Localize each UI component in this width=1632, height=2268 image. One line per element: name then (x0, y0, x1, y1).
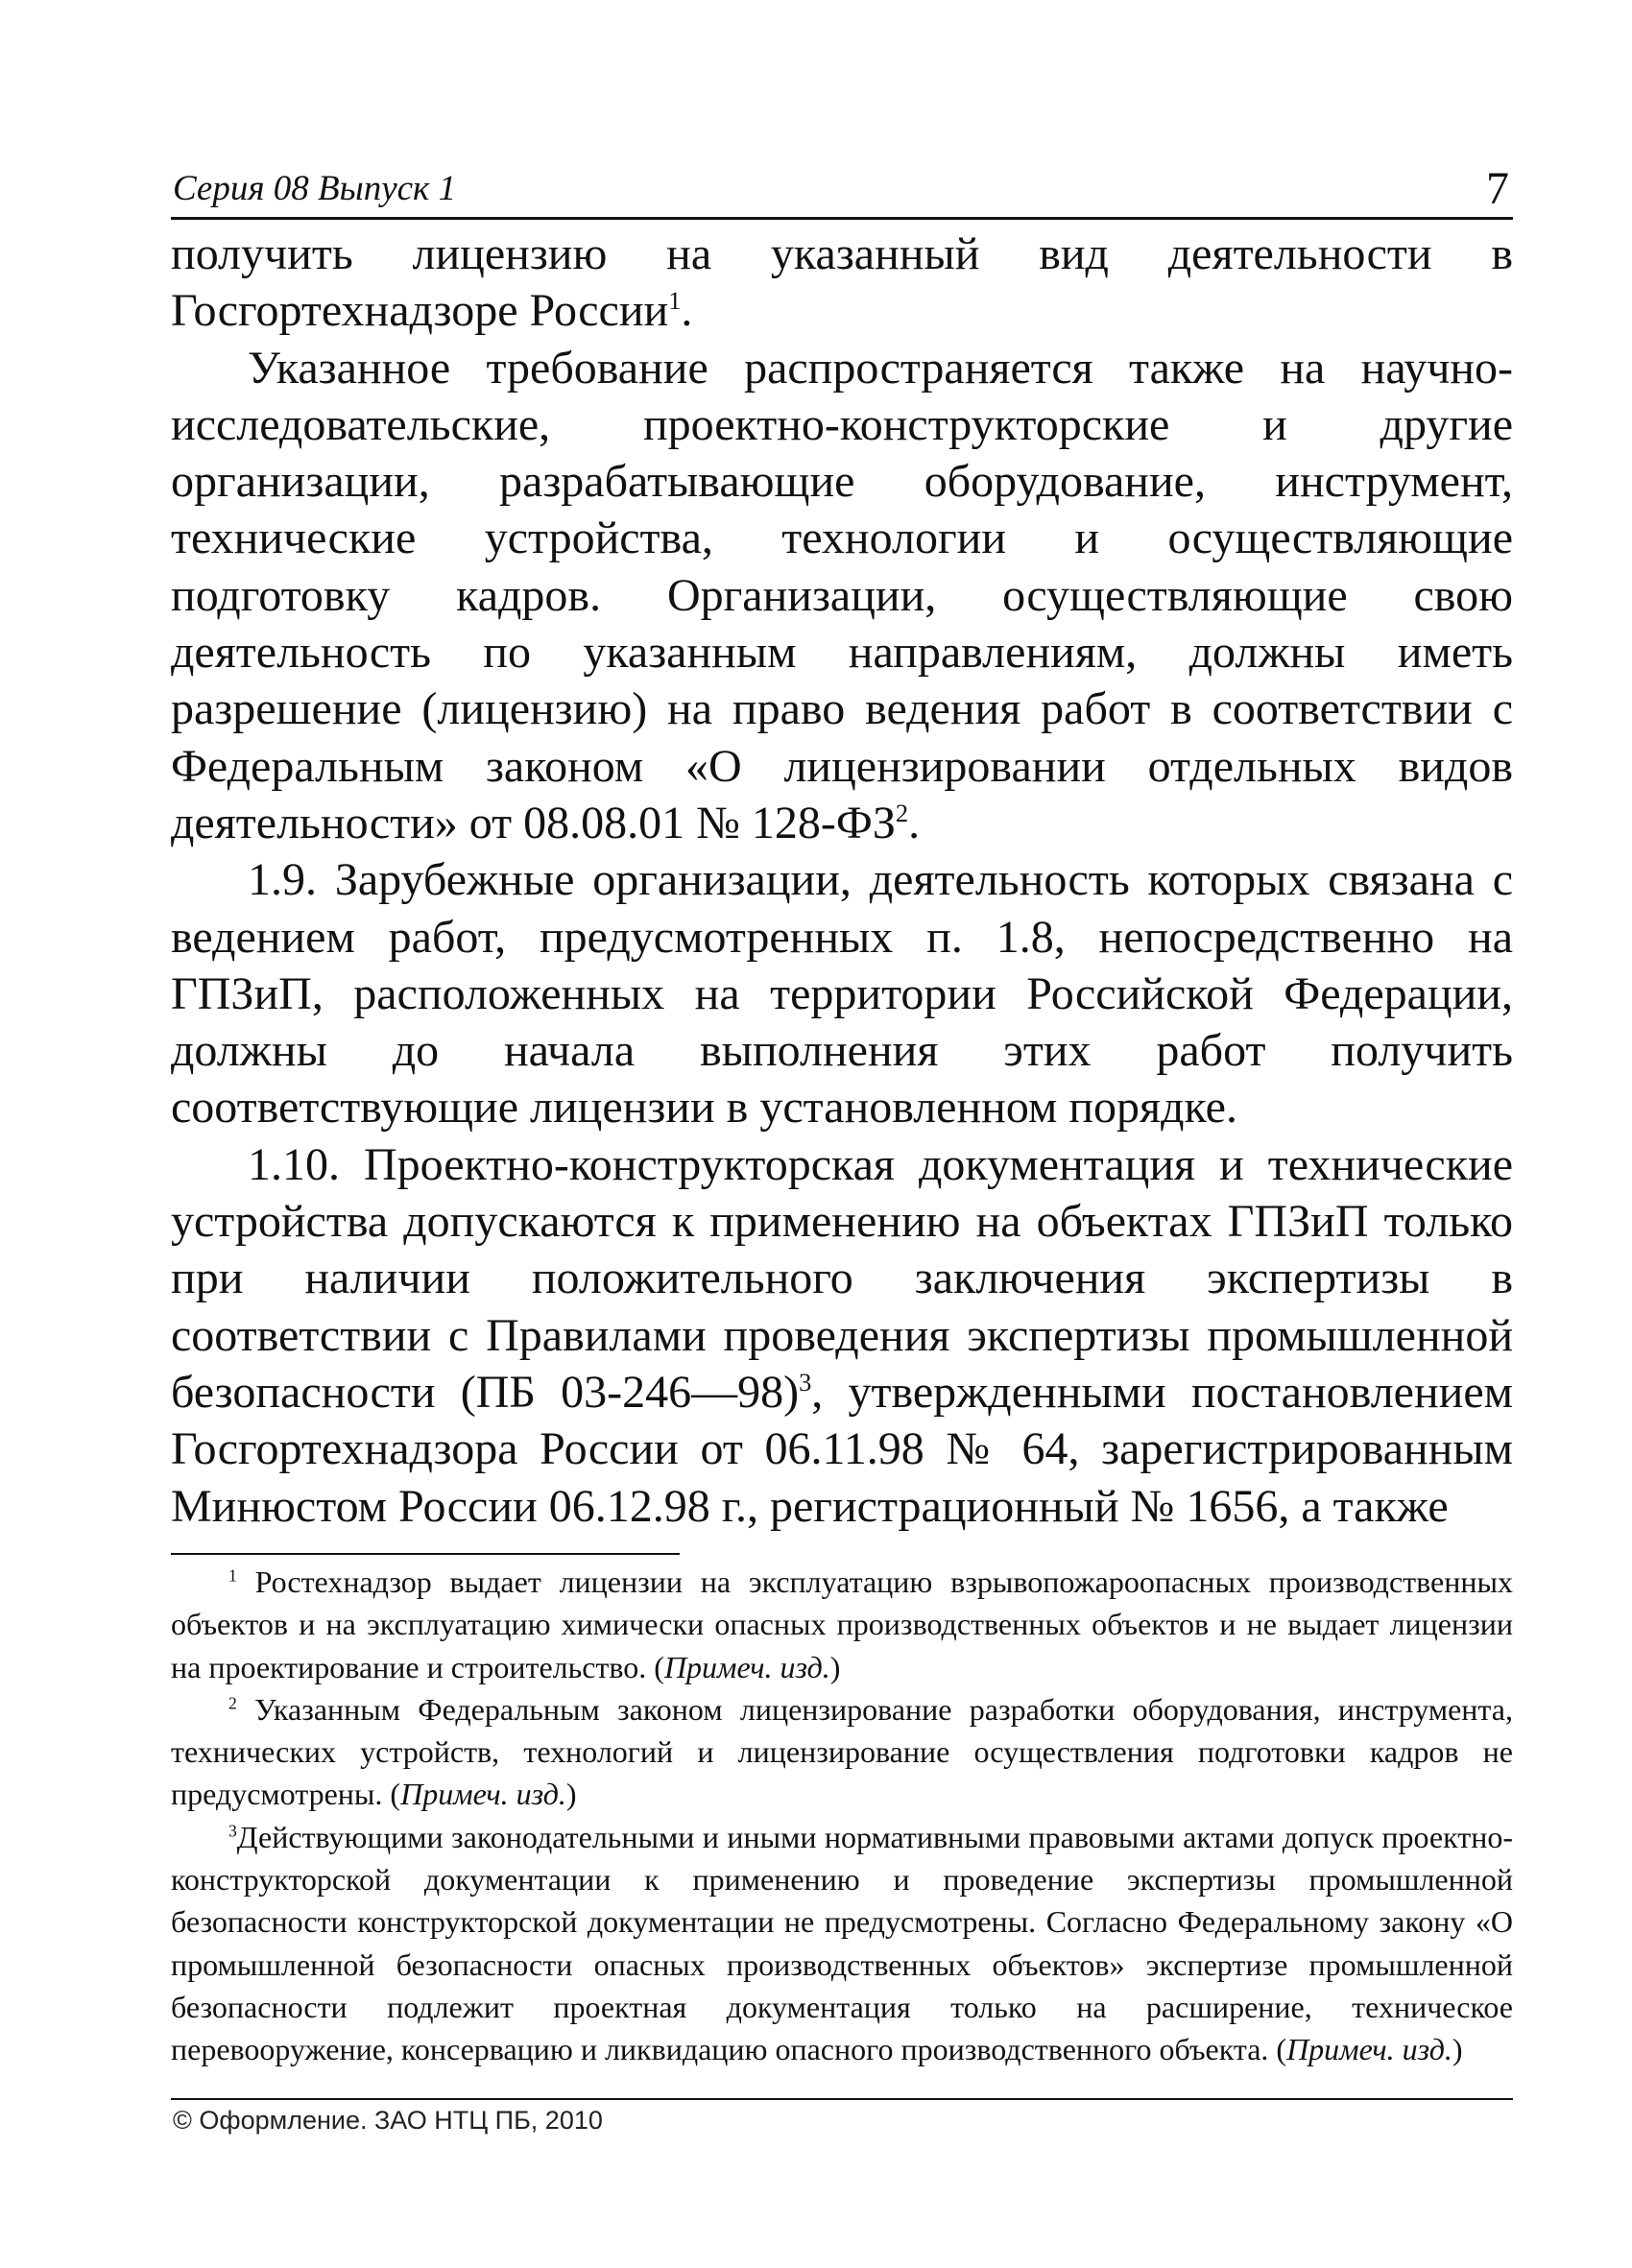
editor-note: Примеч. изд. (1286, 2032, 1452, 2067)
series-title: Серия 08 Выпуск 1 (173, 169, 457, 208)
footnote-text: Указанным Федеральным законом лицензирование разработки оборудования, инструмента, технических устройств, технологий и лицензирование осуществления подготовки кадров не предусмотрены. ( (171, 1691, 1514, 1812)
paragraph-text: получить лицензию на указанный вид деятельности в Госгортехнадзоре России (171, 228, 1513, 337)
paragraph-text: 1.9. Зарубежные организации, деятельность которых связана с ведением работ, предусмотренных п. 1.8, непосредственно на ГПЗиП, расположенных на территории Российской Федерации, должны до начала выполнения этих работ получить соответствующие лицензии в установленном порядке. (171, 854, 1513, 1134)
footnote-number: 1 (228, 1565, 237, 1586)
editor-note: Примеч. изд. (400, 1777, 566, 1812)
paragraph-text: 1.10. Проектно-конструкторская документация и технические устройства допускаются к применению на объектах ГПЗиП только при наличии положительного заключения экспертизы в соответствии с Правилами проведения экспертизы промышленной безопасности (ПБ 03-246—98) (171, 1138, 1513, 1418)
footnote-1 (171, 1561, 1513, 1688)
footnote-number: 2 (228, 1693, 237, 1713)
paragraph-tail: . (908, 797, 921, 848)
paragraph-text: Указанное требование распространяется также на научно-исследовательские, проектно-конструкторские и другие организации, разрабатывающие оборудование, инструмент, технические устройства, технологии и осуществляющие подготовку кадров. Организации, осуществляющие свою деятельность по указанным направлениям, должны иметь разрешение (лицензию) на право ведения работ в соответствии с Федеральным законом «О лицензировании отдельных видов деятельности» от 08.08.01 № 128-ФЗ (171, 342, 1513, 848)
footnote-3 (171, 1816, 1513, 2071)
footnote-ref-2: 2 (895, 798, 909, 827)
footnote-text: Действующими законодательными и иными нормативными правовыми актами допуск проектно-конструкторской документации к применению и проведение экспертизы промышленной безопасности конструкторской документации не предусмотрены. Согласно Федеральному закону «О промышленной безопасности опасных производственных объектов» экспертизе промышленной безопасности подлежит проектная документация только на расширение, техническое перевооружение, консервацию и ликвидацию опасного производственного объекта. ( (171, 1819, 1513, 2067)
paragraph-1-9 (171, 851, 1513, 1135)
footnote-tail: ) (565, 1777, 577, 1812)
footnote-ref-3: 3 (799, 1367, 812, 1397)
paragraph-tail: , утвержденными постановлением Госгортехнадзора России от 06.11.98 № 64, зарегистрированным Минюстом России 06.12.98 г., регистрационный № 1656, а также (171, 1366, 1513, 1532)
page-number: 7 (1486, 163, 1509, 214)
footnote-number: 3 (228, 1821, 237, 1841)
footer-separator (171, 2098, 1513, 2100)
footnote-2 (171, 1688, 1513, 1816)
main-text (171, 226, 1513, 1535)
paragraph-1-10 (171, 1136, 1513, 1535)
paragraph-continued (171, 226, 1513, 340)
paragraph-tail: . (681, 285, 693, 337)
footnote-ref-1: 1 (668, 286, 682, 316)
paragraph-licensing-requirement (171, 340, 1513, 852)
editor-note: Примеч. изд. (663, 1649, 830, 1684)
footnote-separator (171, 1553, 680, 1555)
footnote-text: Ростехнадзор выдает лицензии на эксплуатацию взрывопожароопасных производственных объектов и на эксплуатацию химически опасных производственных объектов и не выдает лицензии на проектирование и строительство. ( (171, 1564, 1514, 1684)
running-header (171, 154, 1513, 220)
copyright-notice: © Оформление. ЗАО НТЦ ПБ, 2010 (173, 2106, 603, 2135)
footnote-tail: ) (1452, 2032, 1463, 2067)
footnotes (171, 1561, 1513, 2071)
footnote-tail: ) (829, 1649, 841, 1684)
